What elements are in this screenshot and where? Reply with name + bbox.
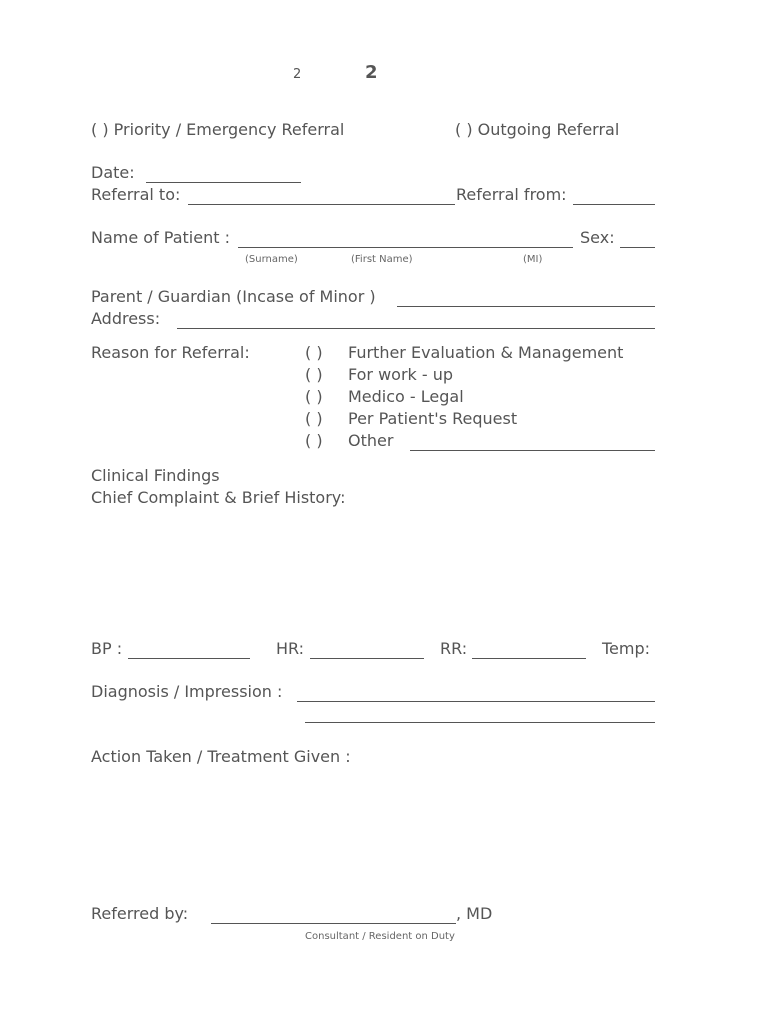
signature-caption: Consultant / Resident on Duty	[305, 931, 455, 942]
diagnosis-label: Diagnosis / Impression :	[91, 682, 283, 701]
referral-from-field[interactable]	[573, 204, 655, 205]
bp-field[interactable]	[128, 658, 250, 659]
hr-label: HR:	[276, 639, 305, 658]
bp-label: BP :	[91, 639, 123, 658]
patient-name-field[interactable]	[238, 247, 573, 248]
mi-caption: (MI)	[523, 254, 543, 265]
sex-field[interactable]	[620, 247, 655, 248]
reason-checkbox-medico-legal[interactable]: ( )	[305, 387, 323, 406]
rr-field[interactable]	[472, 658, 586, 659]
address-field[interactable]	[177, 328, 655, 329]
reason-option-further-evaluation: Further Evaluation & Management	[348, 343, 624, 362]
action-taken-label: Action Taken / Treatment Given :	[91, 747, 351, 766]
surname-caption: (Surname)	[245, 254, 298, 265]
clinical-findings-heading: Clinical Findings	[91, 466, 220, 485]
md-suffix: , MD	[456, 904, 493, 923]
reason-option-patient-request: Per Patient's Request	[348, 409, 518, 428]
reason-checkbox-work-up[interactable]: ( )	[305, 365, 323, 384]
reason-other-field[interactable]	[410, 450, 655, 451]
parent-guardian-label: Parent / Guardian (Incase of Minor )	[91, 287, 376, 306]
temp-label: Temp:	[602, 639, 651, 658]
referral-from-label: Referral from:	[456, 185, 567, 204]
rr-label: RR:	[440, 639, 468, 658]
date-field[interactable]	[146, 182, 301, 183]
reason-option-work-up: For work - up	[348, 365, 454, 384]
reason-checkbox-further-evaluation[interactable]: ( )	[305, 343, 323, 362]
reason-option-other: Other	[348, 431, 394, 450]
reason-for-referral-label: Reason for Referral:	[91, 343, 250, 362]
first-name-caption: (First Name)	[351, 254, 413, 265]
page-number-large: 2	[365, 62, 378, 83]
referred-by-label: Referred by:	[91, 904, 189, 923]
address-label: Address:	[91, 309, 161, 328]
sex-label: Sex:	[580, 228, 615, 247]
chief-complaint-label: Chief Complaint & Brief History:	[91, 488, 346, 507]
hr-field[interactable]	[310, 658, 424, 659]
diagnosis-field-line-1[interactable]	[297, 701, 655, 702]
page-number-small: 2	[293, 67, 302, 82]
referral-to-label: Referral to:	[91, 185, 181, 204]
referred-by-field[interactable]	[211, 923, 456, 924]
referral-to-field[interactable]	[188, 204, 455, 205]
name-of-patient-label: Name of Patient :	[91, 228, 230, 247]
diagnosis-field-line-2[interactable]	[305, 722, 655, 723]
date-label: Date:	[91, 163, 135, 182]
reason-checkbox-patient-request[interactable]: ( )	[305, 409, 323, 428]
reason-checkbox-other[interactable]: ( )	[305, 431, 323, 450]
reason-option-medico-legal: Medico - Legal	[348, 387, 464, 406]
priority-referral-checkbox[interactable]: ( ) Priority / Emergency Referral	[91, 120, 345, 139]
parent-guardian-field[interactable]	[397, 306, 655, 307]
outgoing-referral-checkbox[interactable]: ( ) Outgoing Referral	[455, 120, 620, 139]
